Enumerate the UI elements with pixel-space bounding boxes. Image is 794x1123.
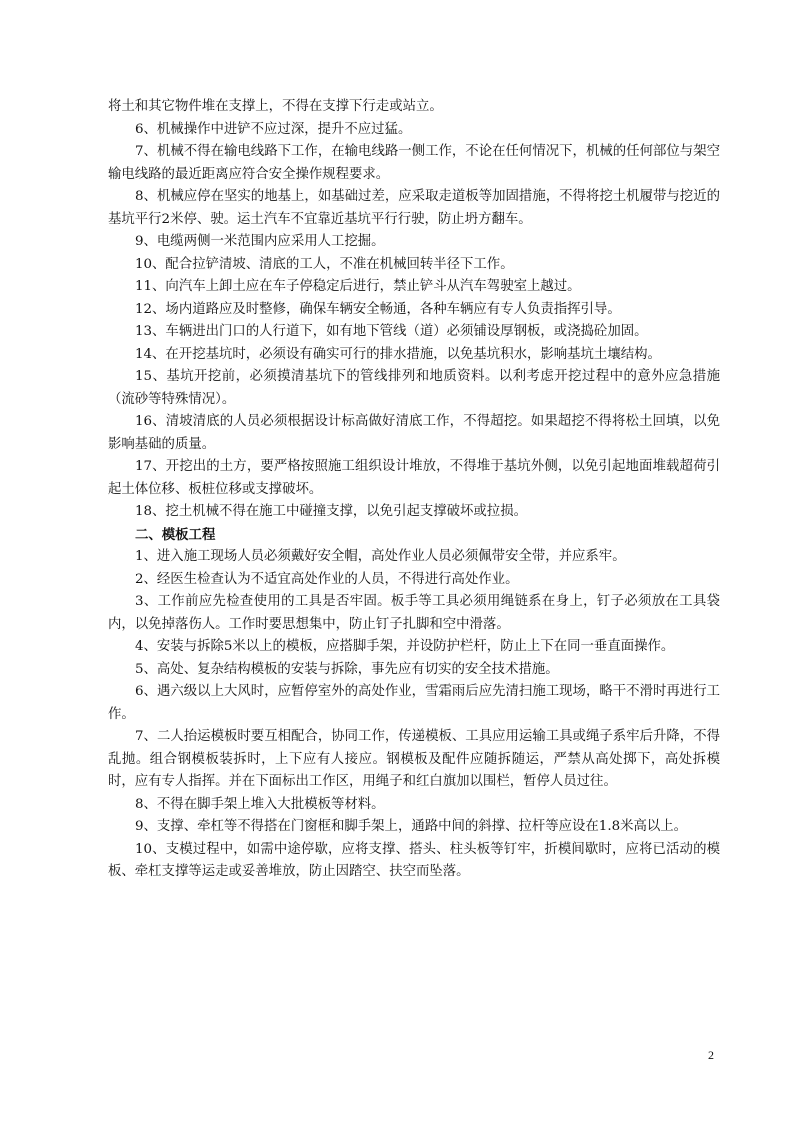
paragraph-item-16: 16、清坡清底的人员必须根据设计标高做好清底工作，不得超挖。如果超挖不得将松土回填，以免影响基础的质量。 <box>108 414 720 452</box>
paragraph-item-8: 8、机械应停在坚实的地基上，如基础过差，应采取走道板等加固措施，不得将挖土机履带与挖近的基坑平行2米停、驶。运土汽车不宜靠近基坑平行行驶，防止坍方翻车。 <box>108 189 720 227</box>
page-number: 2 <box>708 1048 714 1062</box>
paragraph-continuation: 将土和其它物件堆在支撑上，不得在支撑下行走或站立。 <box>108 99 443 114</box>
formwork-item-2: 2、经医生检查认为不适宜高处作业的人员，不得进行高处作业。 <box>135 571 519 587</box>
formwork-item-4: 4、安装与拆除5米以上的模板，应搭脚手架，并设防护栏杆，防止上下在同一垂直面操作。 <box>135 639 675 654</box>
paragraph-item-18: 18、挖土机械不得在施工中碰撞支撑，以免引起支撑破坏或拉损。 <box>135 504 527 519</box>
document-body <box>108 96 720 884</box>
paragraph-item-12: 12、场内道路应及时整修，确保车辆安全畅通，各种车辆应有专人负责指挥引导。 <box>135 301 621 317</box>
formwork-item-5: 5、高处、复杂结构模板的安装与拆除，事先应有切实的安全技术措施。 <box>135 661 559 677</box>
paragraph-item-9: 9、电缆两侧一米范围内应采用人工挖掘。 <box>135 234 385 249</box>
formwork-item-6: 6、遇六级以上大风时，应暂停室外的高处作业，雪霜雨后应先清扫施工现场，略干不滑时再进行工作。 <box>108 684 720 722</box>
paragraph-item-14: 14、在开挖基坑时，必须设有确实可行的排水措施，以免基坑积水，影响基坑土壤结构。 <box>135 346 661 362</box>
paragraph-item-13: 13、车辆进出门口的人行道下，如有地下管线（道）必须铺设厚钢板，或浇捣砼加固。 <box>135 324 648 339</box>
section-heading: 二、模板工程 <box>135 526 216 543</box>
paragraph-item-7: 7、机械不得在输电线路下工作，在输电线路一侧工作，不论在任何情况下，机械的任何部位与架空输电线路的最近距离应符合安全操作规程要求。 <box>108 144 720 182</box>
formwork-item-10: 10、支模过程中，如需中途停歇，应将支撑、搭头、柱头板等钉牢，折模间歇时，应将已活动的模板、牵杠支撑等运走或妥善堆放，防止因踏空、扶空而坠落。 <box>108 841 720 879</box>
paragraph-item-11: 11、向汽车上卸土应在车子停稳定后进行，禁止铲斗从汽车驾驶室上越过。 <box>135 279 581 294</box>
formwork-item-1: 1、进入施工现场人员必须戴好安全帽，高处作业人员必须佩带安全带，并应系牢。 <box>135 549 626 564</box>
paragraph-item-10: 10、配合拉铲清坡、清底的工人，不准在机械回转半径下工作。 <box>135 256 514 272</box>
paragraph-item-17: 17、开挖出的土方，要严格按照施工组织设计堆放，不得堆于基坑外侧，以免引起地面堆载超荷引起土体位移、板桩位移或支撑破坏。 <box>108 459 720 497</box>
paragraph-item-6: 6、机械操作中进铲不应过深，提升不应过猛。 <box>135 121 412 137</box>
formwork-item-8: 8、不得在脚手架上堆入大批模板等材料。 <box>135 796 385 812</box>
formwork-item-3: 3、工作前应先检查使用的工具是否牢固。板手等工具必须用绳链系在身上，钉子必须放在工具袋内，以免掉落伤人。工作时要思想集中，防止钉子扎脚和空中滑落。 <box>108 594 720 632</box>
paragraph-item-15: 15、基坑开挖前，必须摸清基坑下的管线排列和地质资料。以利考虑开挖过程中的意外应急措施（流砂等特殊情况）。 <box>108 369 720 407</box>
formwork-item-9: 9、支撑、牵杠等不得搭在门窗框和脚手架上，通路中间的斜撑、拉杆等应设在1.8米高以上。 <box>135 819 688 834</box>
formwork-item-7: 7、二人抬运模板时要互相配合，协同工作，传递模板、工具应用运输工具或绳子系牢后升降，不得乱抛。组合钢模板装拆时，上下应有人接应。钢模板及配件应随拆随运，严禁从高处掷下，高处拆模时，应有专人指挥。并在下面标出工作区，用绳子和红白旗加以围栏，暂停人员过往。 <box>108 729 720 789</box>
